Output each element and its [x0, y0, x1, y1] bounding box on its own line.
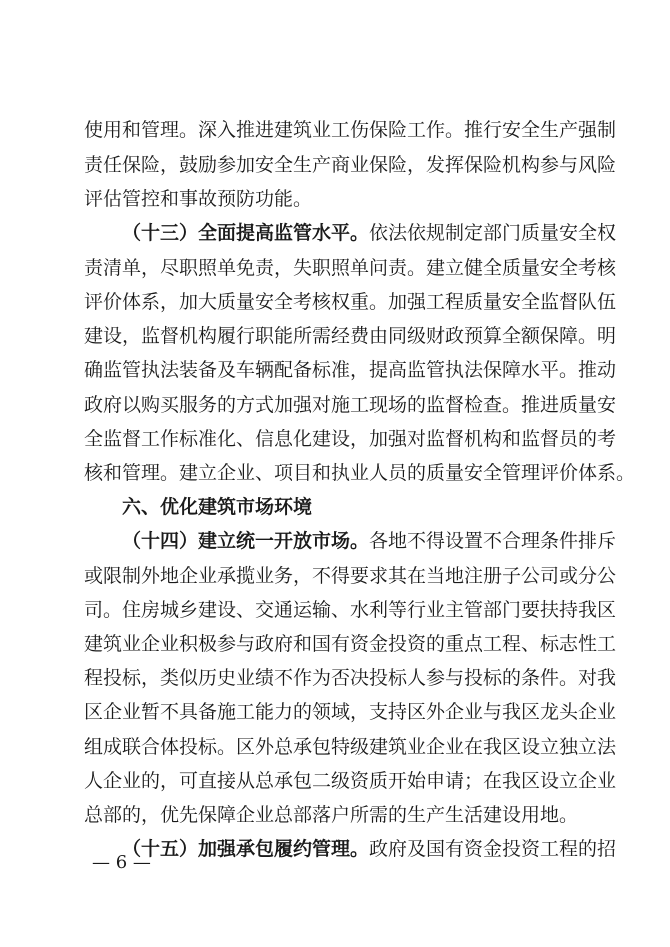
page-number: — 6 — — [92, 852, 151, 873]
text-line: 全监督工作标准化、信息化建设，加强对监督机构和监督员的考 — [84, 428, 617, 450]
paragraph-lead-text: 依法依规制定部门质量安全权 — [369, 222, 617, 244]
text-line: 使用和管理。深入推进建筑业工伤保险工作。推行安全生产强制 — [84, 119, 617, 141]
text-line: 总部的，优先保障企业总部落户所需的生产生活建设用地。 — [84, 804, 579, 826]
text-line: 组成联合体投标。区外总承包特级建筑业企业在我区设立独立法 — [84, 736, 617, 758]
text-line: 评估管控和事故预防功能。 — [84, 188, 313, 210]
text-line: 建筑业企业积极参与政府和国有资金投资的重点工程、标志性工 — [84, 633, 617, 655]
text-line: 人企业的，可直接从总承包二级资质开始申请；在我区设立企业 — [84, 770, 617, 792]
paragraph-lead-line — [122, 528, 617, 554]
paragraph-lead-text: 政府及国有资金投资工程的招 — [369, 838, 617, 860]
paragraph-lead-title: （十五）加强承包履约管理。 — [122, 838, 370, 860]
section-heading: 六、优化建筑市场环境 — [122, 496, 313, 518]
text-line: 程投标，类似历史业绩不作为否决投标人参与投标的条件。对我 — [84, 667, 617, 689]
text-line: 区企业暂不具备施工能力的领域，支持区外企业与我区龙头企业 — [84, 701, 617, 723]
paragraph-lead-line — [122, 220, 617, 246]
paragraph-lead-title: （十四）建立统一开放市场。 — [122, 530, 370, 552]
text-line: 确监管执法装备及车辆配备标准，提高监管执法保障水平。推动 — [84, 359, 617, 381]
text-line: 评价体系，加大质量安全考核权重。加强工程质量安全监督队伍 — [84, 291, 617, 313]
paragraph-lead-title: （十三）全面提高监管水平。 — [122, 222, 370, 244]
text-line: 责任保险，鼓励参加安全生产商业保险，发挥保险机构参与风险 — [84, 154, 617, 176]
text-line: 责清单，尽职照单免责，失职照单问责。建立健全质量安全考核 — [84, 257, 617, 279]
paragraph-lead-text: 各地不得设置不合理条件排斥 — [369, 530, 617, 552]
text-line: 建设，监督机构履行职能所需经费由同级财政预算全额保障。明 — [84, 325, 617, 347]
text-line: 司。住房城乡建设、交通运输、水利等行业主管部门要扶持我区 — [84, 599, 617, 621]
paragraph-lead-line — [122, 836, 617, 862]
text-line: 核和管理。建立企业、项目和执业人员的质量安全管理评价体系。 — [84, 462, 636, 484]
text-line: 政府以购买服务的方式加强对施工现场的监督检查。推进质量安 — [84, 394, 617, 416]
text-line: 或限制外地企业承揽业务，不得要求其在当地注册子公司或分公 — [84, 565, 617, 587]
